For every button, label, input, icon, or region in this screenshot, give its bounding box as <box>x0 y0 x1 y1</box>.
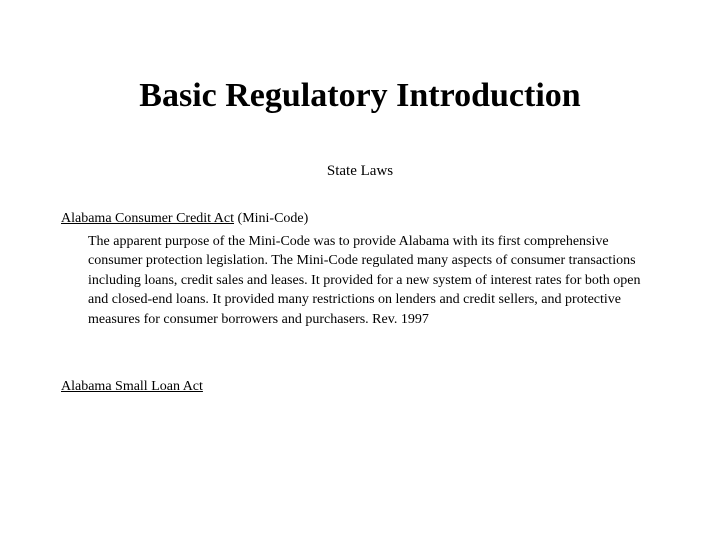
consumer-credit-act-link[interactable]: Alabama Consumer Credit Act <box>61 211 235 226</box>
small-loan-act-link[interactable]: Alabama Small Loan Act <box>61 379 203 394</box>
law-entry-consumer-credit-act <box>61 209 661 329</box>
law-entry-suffix: (Mini-Code) <box>234 211 309 226</box>
law-entry-small-loan-act <box>61 377 661 397</box>
law-entry-heading <box>61 209 661 229</box>
section-subtitle: State Laws <box>326 163 394 179</box>
law-entry-description: The apparent purpose of the Mini-Code was to provide Alabama with its first comprehensive consumer protection legislation. The Mini-Code regulated many aspects of consumer transactions including loans, credit sales and leases. It provided for a new system of interest rates for both open and closed-end loans. It provided many restrictions on lenders and credit sellers, and protective measures for consumer borrowers and purchasers. Rev. 1997 <box>88 233 641 327</box>
slide-title: Basic Regulatory Introduction <box>139 77 581 114</box>
law-entry-heading <box>61 377 661 397</box>
